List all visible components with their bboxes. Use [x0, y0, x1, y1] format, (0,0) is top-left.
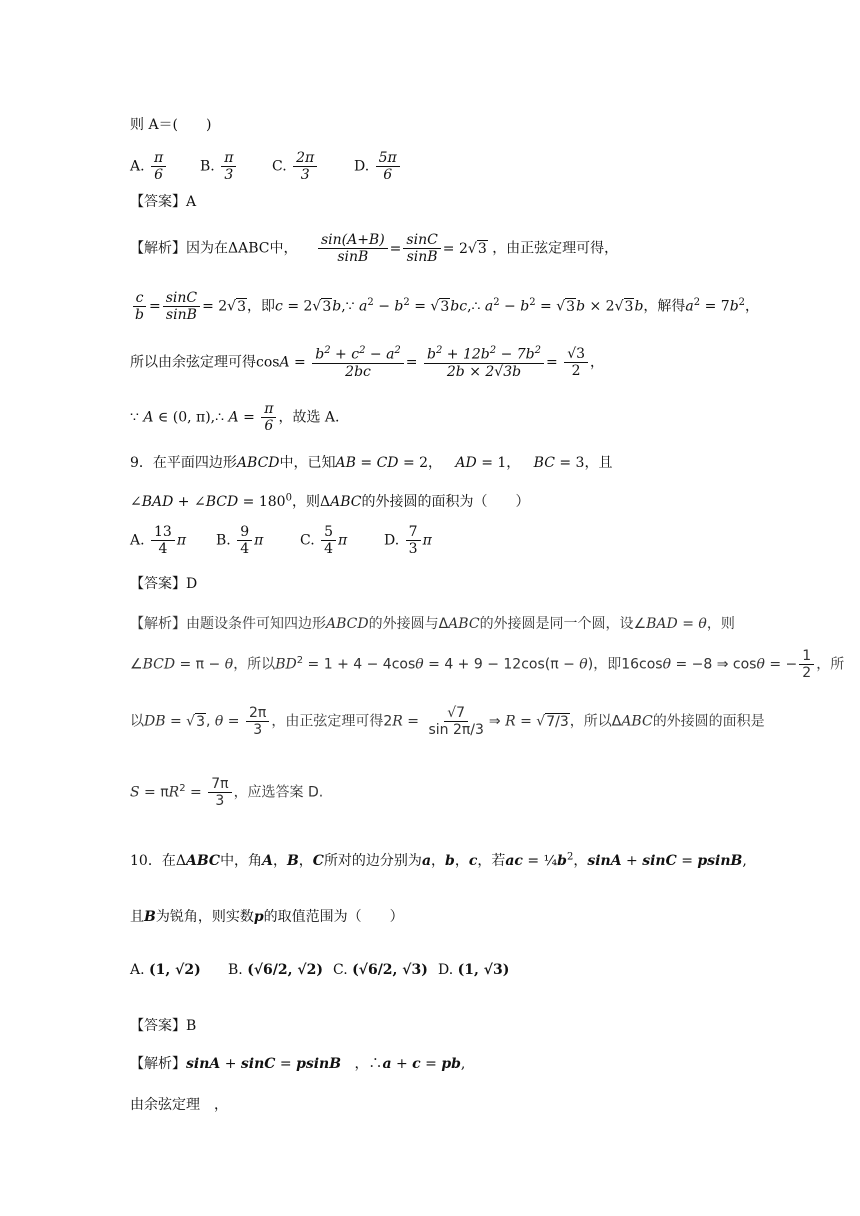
stem-text: 所对的边分别为 — [323, 853, 422, 869]
q10-option-d[interactable] — [438, 962, 509, 978]
analysis-text: 的外接圆的面积是 — [652, 713, 765, 730]
option-label: A. — [130, 158, 145, 175]
q8-analysis-line-3: 所以由余弦定理可得cosA = $\frac{b^2 + c^2 - a^2}{2bc}$ = $\frac{b^2 + 12b^2 - 7b^2}{2b \times 2√3b}$ = $\frac{√3}{2}$ ， — [130, 345, 605, 380]
stem-text: 10．在 — [130, 853, 176, 869]
q9-option-c[interactable]: C. $\frac{5}{4}$ π — [300, 524, 348, 558]
option-fraction: $\frac{13}{4}$ — [151, 524, 175, 557]
analysis-text: ，应选答案 D. — [233, 784, 324, 801]
stem-text: 中，角 — [220, 853, 263, 869]
option-label: D. — [354, 158, 370, 175]
option-label: A. — [130, 962, 145, 978]
analysis-text: ，则 — [706, 616, 735, 632]
analysis-tag: 【解析】 — [130, 1056, 186, 1072]
q9-stem-line-2: ∠BAD + ∠BCD = $180^0$，则ΔABC的外接圆的面积为（ ） — [130, 492, 530, 510]
analysis-formula: $\frac{\sin(A+B)}{\sin B}$ = $\frac{\sin C}{\sin B}$ = 2√3 — [316, 241, 492, 257]
analysis-text: ，所以 — [233, 656, 276, 673]
option-fraction: $\frac{9}{4}$ — [237, 524, 252, 557]
analysis-tag: 【解析】 — [130, 240, 186, 257]
q9-option-a[interactable]: A. $\frac{13}{4}$ π — [130, 524, 187, 558]
q8-analysis-line-1 — [130, 232, 618, 265]
option-label: A. — [130, 532, 145, 549]
q10-option-b[interactable] — [228, 962, 323, 978]
analysis-text: ，即 — [247, 298, 276, 315]
option-fraction: $\frac{\pi}{3}$ — [221, 150, 236, 183]
analysis-text: 因为在ΔABC中， — [186, 240, 298, 257]
q9-analysis-line-1: 【解析】由题设条件可知四边形ABCD的外接圆与ΔABC的外接圆是同一个圆，设∠BAD = θ，则 — [130, 616, 735, 632]
analysis-text: ，由正弦定理可得 — [271, 713, 384, 730]
option-fraction: $\frac{\pi}{6}$ — [151, 150, 166, 183]
q8-stem-tail: 则 A＝( ) — [130, 117, 212, 133]
option-label: C. — [333, 962, 348, 978]
analysis-text: 的外接圆与 — [368, 616, 439, 632]
analysis-text: 【解析】由题设条件可知四边形 — [130, 616, 326, 632]
q10-option-a[interactable] — [130, 962, 201, 978]
stem-text: 的取值范围为（ ） — [263, 909, 404, 925]
q10-analysis-line-2: 由余弦定理 ， — [130, 1097, 228, 1113]
stem-text: 的外接圆的面积为（ ） — [361, 494, 530, 510]
analysis-text: ，所以 — [569, 713, 612, 730]
stem-text: 中，已知 — [279, 455, 336, 471]
q9-analysis-line-3: 以DB = √3, θ = $\frac{2\pi}{3}$ ，由正弦定理可得2R = $\frac{√7}{\sin 2\pi/3}$ ⇒ R = √7/3，所以ΔABC的外接圆的面积是 — [130, 705, 765, 739]
option-fraction: $\frac{5\pi}{6}$ — [376, 150, 400, 183]
option-fraction: $\frac{2\pi}{3}$ — [293, 150, 317, 183]
stem-text: 且 — [130, 909, 144, 925]
stem-text: 9．在平面四边形 — [130, 455, 237, 471]
option-fraction: $\frac{5}{4}$ — [321, 524, 336, 557]
q8-option-b[interactable] — [200, 150, 238, 183]
analysis-text: 的外接圆是同一个圆，设 — [479, 616, 634, 632]
analysis-text: ，解得 — [643, 298, 686, 315]
q9-analysis-line-2: ∠BCD = π − θ，所以$BD^2 = 1 + 4 - 4\cos\theta = 4 + 9 - 12\cos(\pi - \theta)$，即16cosθ = −8 ⇒ cosθ = − $\frac{1}{2}$ ，所 — [130, 648, 845, 682]
option-label: B. — [216, 532, 231, 549]
q10-analysis-line-1: 【解析】sinA + sinC = psinB ，∴a + c = pb, — [130, 1056, 466, 1072]
analysis-text: 所以由余弦定理可得 — [130, 354, 256, 371]
analysis-text: ，由正弦定理可得， — [492, 240, 619, 257]
option-label: B. — [200, 158, 215, 175]
q8-option-c[interactable] — [272, 150, 319, 183]
q9-option-d[interactable]: D. $\frac{7}{3}$ π — [384, 524, 432, 558]
q8-options — [130, 140, 430, 186]
q9-answer: 【答案】D — [130, 576, 198, 592]
q9-analysis-line-4: $S = \pi R^2$ = $\frac{7\pi}{3}$ ，应选答案 D. — [130, 776, 324, 810]
option-label: C. — [300, 532, 315, 549]
q8-option-d[interactable] — [354, 150, 402, 183]
option-label: D. — [438, 962, 454, 978]
q9-stem-line-1: 9．在平面四边形ABCD中，已知AB = CD = 2， AD = 1， BC = 3，且 — [130, 455, 613, 471]
q10-stem-line-1: 10．在ΔABC中，角A，B，C所对的边分别为a，b，c，若ac = $\frac{1}{4}b^2$，sinA + sinC = psinB, — [130, 851, 747, 869]
q8-option-a[interactable] — [130, 150, 168, 183]
q8-analysis-line-4: ∵ A ∈ (0, π),∴ A = $\frac{\pi}{6}$ ，故选 A. — [130, 401, 340, 435]
analysis-text: ，所 — [816, 656, 845, 673]
option-text: (√6/2, √2) — [247, 962, 323, 978]
option-label: D. — [384, 532, 400, 549]
analysis-text: ，∴ — [354, 1056, 383, 1072]
stem-text: ，则 — [291, 494, 320, 510]
q9-option-b[interactable]: B. $\frac{9}{4}$ π — [216, 524, 264, 558]
analysis-text: ，故选 A. — [278, 409, 340, 426]
option-label: B. — [228, 962, 243, 978]
q9-options — [130, 520, 490, 566]
q10-option-c[interactable] — [333, 962, 428, 978]
q10-answer: 【答案】B — [130, 1018, 197, 1034]
option-text: (√6/2, √3) — [352, 962, 428, 978]
analysis-text: 以 — [130, 713, 144, 730]
q10-options — [130, 962, 550, 988]
option-fraction: $\frac{7}{3}$ — [406, 524, 421, 557]
stem-text: 为锐角，则实数 — [155, 909, 254, 925]
analysis-text: ，即 — [593, 656, 622, 673]
stem-text: ，若 — [477, 853, 506, 869]
option-label: C. — [272, 158, 287, 175]
q10-stem-line-2: 且B为锐角，则实数p的取值范围为（ ） — [130, 909, 404, 925]
option-text: (1, √3) — [457, 962, 510, 978]
q8-analysis-line-2: $\frac{c}{b}$ = $\frac{\sin C}{\sin B}$ = 2√3，即c = 2√3b,∵ $a^2 - b^2$ = √3bc,∴ $a^2 - b^2 = √3b \times 2√3b$，解得$a^2 = 7b^2$， — [130, 290, 759, 323]
q8-answer: 【答案】A — [130, 194, 197, 210]
option-text: (1, √2) — [149, 962, 201, 978]
